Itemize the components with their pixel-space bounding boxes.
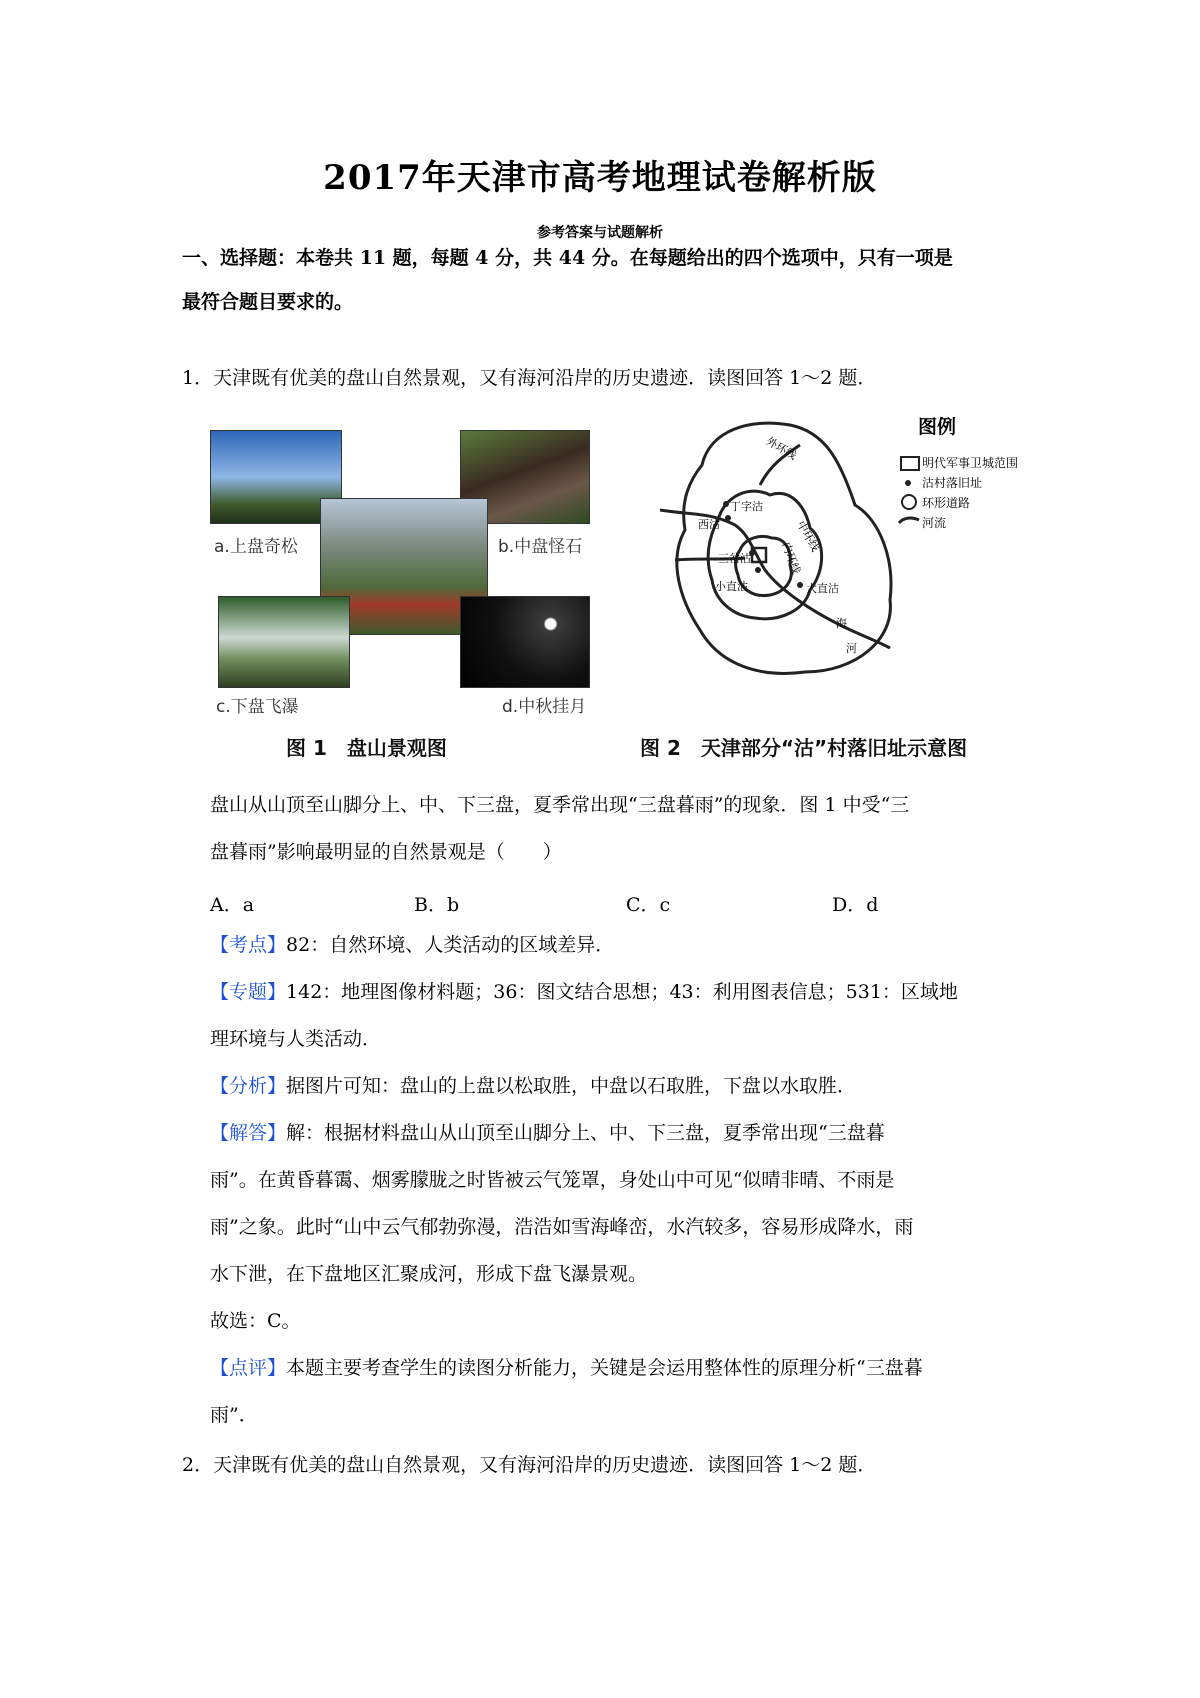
dianping-tag: 【点评】 <box>210 1357 287 1379</box>
section-heading-line2: 最符合题目要求的。 <box>182 291 354 313</box>
option-b: B．b <box>414 894 460 916</box>
jieda-line1 <box>210 1110 1022 1157</box>
figure1-label-d: d.中秋挂月 <box>502 697 587 717</box>
jieda-text-1: 解：根据材料盘山从山顶至山脚分上、中、下三盘，夏季常出现“三盘暮 <box>286 1122 885 1144</box>
village-xigu <box>725 515 731 521</box>
answer-line: 故选：C。 <box>210 1310 301 1332</box>
figure1-label-b: b.中盘怪石 <box>498 537 583 557</box>
legend-title: 图例 <box>918 416 957 438</box>
map-village-xiaozhigu: 小直沽 <box>715 580 748 593</box>
section-heading-line1: 一、选择题：本卷共 11 题，每题 4 分，共 44 分。在每题给出的四个选项中，只有一项是 <box>182 247 953 269</box>
legend-walled-city-icon <box>900 456 920 471</box>
figure1-label-c: c.下盘飞瀑 <box>216 697 299 717</box>
village-dazhigu <box>797 582 803 588</box>
kaodian-tag: 【考点】 <box>210 934 287 956</box>
zhuanti-text-1: 142：地理图像材料题；36：图文结合思想；43：利用图表信息；531：区域地 <box>286 981 958 1003</box>
map-river-label-2: 河 <box>846 642 857 655</box>
figure2-caption: 图 2 天津部分“沽”村落旧址示意图 <box>640 736 968 760</box>
map-village-dingzigu: 丁字沽 <box>730 500 763 513</box>
legend-village-dot-icon <box>905 480 911 486</box>
map-road-middle: 中环线 <box>794 518 822 554</box>
zhuanti-line2: 理环境与人类活动． <box>210 1028 382 1050</box>
question-2-stem: 2．天津既有优美的盘山自然景观，又有海河沿岸的历史遗迹．读图回答 1～2 题． <box>182 1454 877 1476</box>
dianping-line2: 雨”． <box>210 1404 258 1426</box>
question-1-stem: 1．天津既有优美的盘山自然景观，又有海河沿岸的历史遗迹．读图回答 1～2 题． <box>182 367 877 389</box>
jieda-line4: 水下泄，在下盘地区汇聚成河，形成下盘飞瀑景观。 <box>210 1263 648 1285</box>
document-title: 2017年天津市高考地理试卷解析版 <box>323 158 877 198</box>
kaodian-text: 82：自然环境、人类活动的区域差异． <box>286 934 615 956</box>
legend-ring-road-icon <box>901 494 917 510</box>
fenxi-line <box>210 1063 1022 1110</box>
map-river-label-1: 海 <box>836 617 847 630</box>
figure1-label-a: a.上盘奇松 <box>214 537 298 557</box>
photo-c-waterfall <box>218 596 350 688</box>
legend-river-icon <box>898 514 920 526</box>
map-village-dazhigu: 大直沽 <box>806 582 839 595</box>
map-village-sanchagu: 三岔沽 <box>718 552 751 565</box>
legend-item-ring-road: 环形道路 <box>922 496 971 510</box>
jieda-line3: 雨”之象。此时“山中云气郁勃弥漫，浩浩如雪海峰峦，水汽较多，容易形成降水，雨 <box>210 1216 914 1238</box>
kaodian-line <box>210 922 1022 969</box>
question-1-body-line2: 盘暮雨”影响最明显的自然景观是（ ） <box>210 841 562 863</box>
legend-item-walled-city: 明代军事卫城范围 <box>922 456 1019 470</box>
jieda-tag: 【解答】 <box>210 1122 287 1144</box>
option-a: A．a <box>210 894 255 916</box>
legend-item-village: 沽村落旧址 <box>922 476 983 490</box>
hai-river <box>660 510 890 648</box>
jieda-line2: 雨”。在黄昏暮霭、烟雾朦胧之时皆被云气笼罩，身处山中可见“似晴非晴、不雨是 <box>210 1169 895 1191</box>
legend-item-river: 河流 <box>922 516 947 530</box>
question-1-body-line1: 盘山从山顶至山脚分上、中、下三盘，夏季常出现“三盘暮雨”的现象．图 1 中受“三 <box>210 794 910 816</box>
zhuanti-line1 <box>210 969 1022 1016</box>
document-subtitle: 参考答案与试题解析 <box>537 225 663 241</box>
dianping-text-1: 本题主要考查学生的读图分析能力，关键是会运用整体性的原理分析“三盘暮 <box>286 1357 923 1379</box>
map-road-inner: 内环线 <box>779 540 803 576</box>
map-road-outer: 外环线 <box>763 434 799 463</box>
zhuanti-tag: 【专题】 <box>210 981 287 1003</box>
fenxi-tag: 【分析】 <box>210 1075 287 1097</box>
dianping-line1 <box>210 1345 1022 1392</box>
village-xiaozhigu <box>755 567 761 573</box>
map-village-xigu: 西沽 <box>698 518 720 531</box>
figure-area <box>210 410 1050 770</box>
figure1-caption: 图 1 盘山景观图 <box>286 736 447 760</box>
photo-d-moon <box>460 596 590 688</box>
village-dingzigu <box>723 501 729 507</box>
fenxi-text: 据图片可知：盘山的上盘以松取胜，中盘以石取胜，下盘以水取胜． <box>286 1075 857 1097</box>
option-d: D．d <box>832 894 879 916</box>
option-c: C．c <box>626 894 671 916</box>
